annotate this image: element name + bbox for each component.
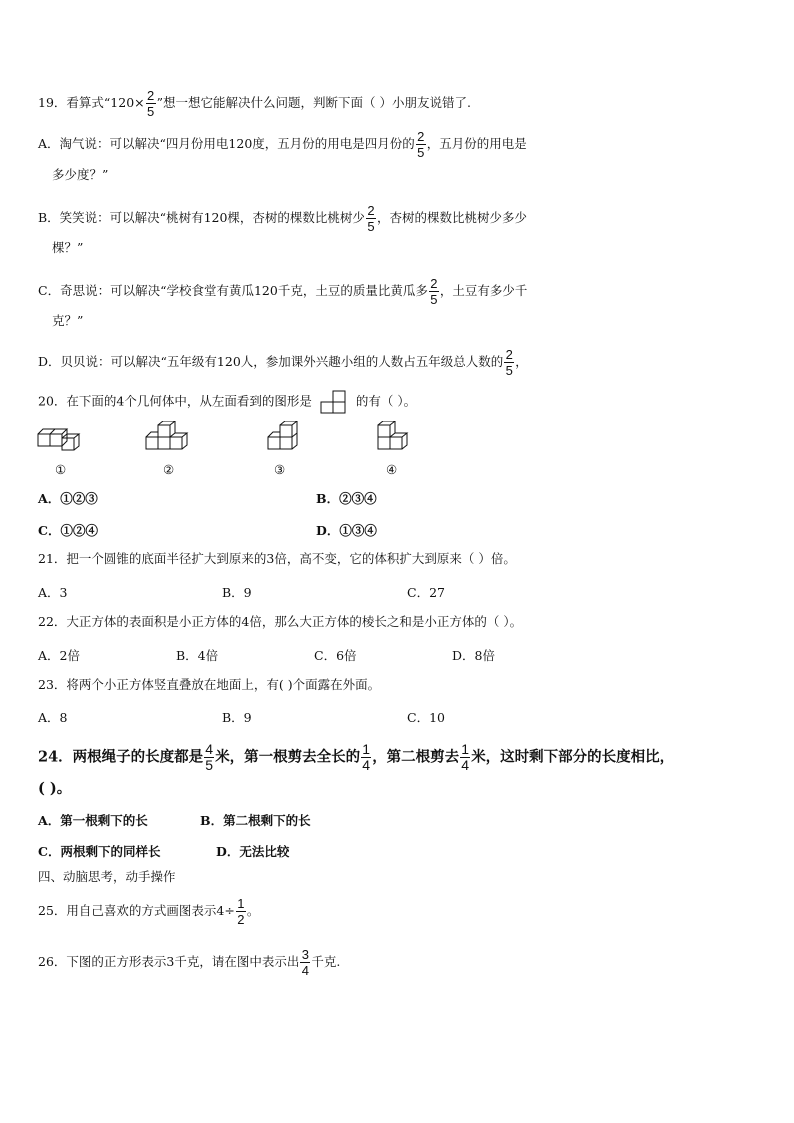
- fraction: $\frac{2}{5}$: [430, 276, 438, 307]
- q23-stem: 23．将两个小正方体竖直叠放在地面上，有( )个面露在外面。: [38, 677, 381, 692]
- solid-figure-4: [374, 421, 424, 457]
- q22-option-b[interactable]: B．4倍: [176, 648, 219, 663]
- q22-option-d[interactable]: D．8倍: [452, 648, 495, 663]
- q22-stem: 22．大正方体的表面积是小正方体的4倍，那么大正方体的棱长之和是小正方体的（ ）。: [38, 614, 523, 629]
- q24-option-b[interactable]: B．第二根剩下的长: [200, 813, 311, 828]
- fraction: $\frac{3}{4}$: [301, 947, 309, 978]
- fraction: $\frac{2}{5}$: [417, 129, 425, 160]
- q20-option-c[interactable]: C．①②④: [38, 523, 98, 538]
- fraction: $\frac{2}{5}$: [505, 347, 513, 378]
- fraction: $\frac{2}{5}$: [147, 88, 155, 119]
- fraction: $\frac{1}{4}$: [461, 741, 470, 773]
- q20-option-b[interactable]: B．②③④: [316, 491, 377, 506]
- q21-stem: 21．把一个圆锥的底面半径扩大到原来的3倍，高不变，它的体积扩大到原来（ ）倍。: [38, 551, 516, 566]
- figure-label-3: ③: [274, 462, 286, 477]
- q23-option-c[interactable]: C．10: [407, 710, 445, 725]
- q19-option-d[interactable]: D．贝贝说：可以解决“五年级有120人，参加课外兴趣小组的人数占五年级总人数的 $\frac{2}{5}$ ，: [38, 347, 528, 378]
- figure-label-1: ①: [55, 462, 67, 477]
- q20-stem: 20．在下面的4个几何体中，从左面看到的图形是 的有（ ）。: [38, 390, 416, 414]
- q19-option-c[interactable]: C．奇思说：可以解决“学校食堂有黄瓜120千克，土豆的质量比黄瓜多 $\frac{2}{5}$ ，土豆有多少千: [38, 276, 528, 307]
- q19-stem: 19．看算式“120× $\frac{2}{5}$ ”想一想它能解决什么问题，判断下面（ ）小朋友说错了.: [38, 88, 471, 119]
- fraction: $\frac{4}{5}$: [205, 741, 214, 773]
- q19-option-c-cont: 克？”: [52, 313, 84, 328]
- q22-option-a[interactable]: A．2倍: [38, 648, 80, 663]
- q24-option-c[interactable]: C．两根剩下的同样长: [38, 844, 161, 859]
- q24-option-d[interactable]: D．无法比较: [216, 844, 290, 859]
- fraction: $\frac{1}{4}$: [362, 741, 371, 773]
- q20-option-a[interactable]: A．①②③: [38, 491, 98, 506]
- figure-label-2: ②: [163, 462, 175, 477]
- q21-option-c[interactable]: C．27: [407, 585, 445, 600]
- q22-option-c[interactable]: C．6倍: [314, 648, 357, 663]
- fraction: $\frac{1}{2}$: [237, 896, 245, 927]
- q21-option-b[interactable]: B．9: [222, 585, 252, 600]
- q23-option-b[interactable]: B．9: [222, 710, 252, 725]
- solid-figure-1: [36, 424, 86, 456]
- q25-stem: 25．用自己喜欢的方式画图表示4÷ $\frac{1}{2}$ 。: [38, 896, 260, 927]
- q24-stem-cont: ( )。: [38, 780, 72, 797]
- q24-stem: 24．两根绳子的长度都是 $\frac{4}{5}$ 米，第一根剪去全长的 $\frac{1}{4}$ ，第二根剪去 $\frac{1}{4}$ 米，这时剩下部分的长度相比，: [38, 741, 675, 773]
- q19-option-b[interactable]: B．笑笑说：可以解决“桃树有120棵，杏树的棵数比桃树少 $\frac{2}{5}$ ，杏树的棵数比桃树少多少: [38, 203, 527, 234]
- q19-option-a[interactable]: A．淘气说：可以解决“四月份用电120度，五月份的用电是四月份的 $\frac{2}{5}$ ，五月份的用电是: [38, 129, 527, 160]
- section-heading: 四、动脑思考，动手操作: [38, 869, 176, 884]
- fraction: $\frac{2}{5}$: [367, 203, 375, 234]
- q26-stem: 26．下图的正方形表示3千克，请在图中表示出 $\frac{3}{4}$ 千克.: [38, 947, 341, 978]
- figure-label-4: ④: [386, 462, 398, 477]
- q19-option-b-cont: 棵？”: [52, 240, 84, 255]
- solid-figure-3: [260, 421, 310, 457]
- solid-figure-2: [144, 421, 194, 457]
- q21-option-a[interactable]: A．3: [38, 585, 68, 600]
- q23-option-a[interactable]: A．8: [38, 710, 68, 725]
- left-view-shape-icon: [320, 390, 348, 414]
- q19-option-a-cont: 多少度？”: [52, 167, 109, 182]
- q24-option-a[interactable]: A．第一根剩下的长: [38, 813, 148, 828]
- q20-option-d[interactable]: D．①③④: [316, 523, 377, 538]
